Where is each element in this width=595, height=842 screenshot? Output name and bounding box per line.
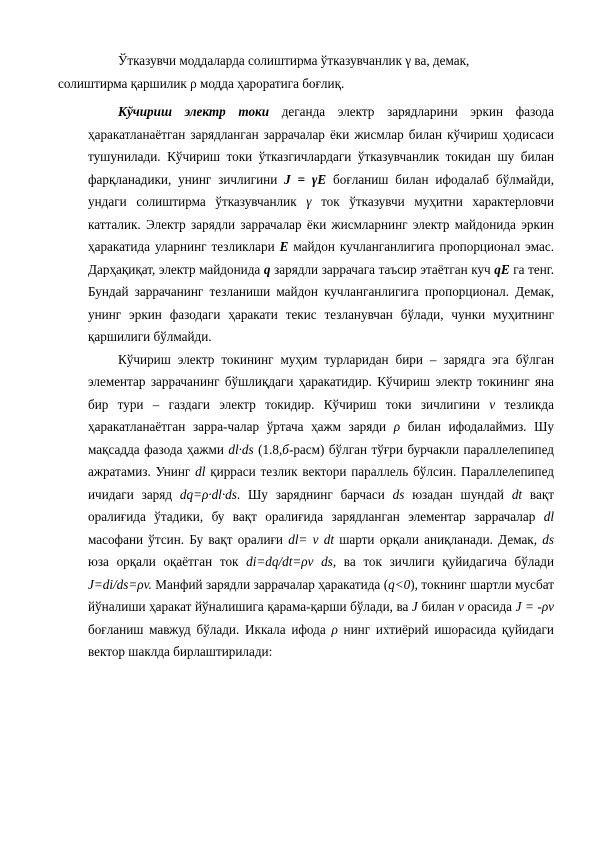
symbol-dt: dt xyxy=(511,486,523,502)
symbol-ds: ds xyxy=(392,486,405,502)
p3-t12: юза орқали оқаётган ток xyxy=(88,554,247,569)
p3-t16: билан xyxy=(417,599,459,614)
p2-text-e: зарядли заррачага таъсир этаётган куч xyxy=(270,261,495,277)
paragraph-transfer-current xyxy=(88,101,554,349)
p3-t15: ), токнинг шартли мусбат йўналиши ҳаракат йўналишига қарама-қарши бўлади, ва xyxy=(88,576,554,614)
symbol-j: J xyxy=(411,599,418,614)
p2-text-f: га тенг. Бундай заррачанинг тезланиши майдон кучланганлигига пропорционал. Демак, унинг эркин фазодаги ҳаракати текис тезланувчан бўлади, чунки муҳитнинг қаршилиги бўлмайди. xyxy=(88,261,554,344)
symbol-rho: ρ xyxy=(393,419,401,434)
p3-t5: -расм) бўлган тўғри бурчакли параллелепипед ажратамиз. Унинг xyxy=(88,441,554,479)
p2-text-a: деганда электр зарядларини эркин фазода ҳаракатланаётган зарядланган заррачалар ёки жисмлар билан кўчириш ҳодисаси тушунилади. Кўчириш токи ўтказгичлардаги ўтказувчанлик токидан шу билан фарқланадики, унинг зичлигини xyxy=(88,104,554,187)
p3-t13: ва ток зичлиги қуйидагича бўлади xyxy=(336,554,555,569)
symbol-dl: dl xyxy=(195,464,206,479)
p3-t2: тезликда ҳаракатланаётган зарра-чалар ўртача ҳажм заряди xyxy=(88,396,554,434)
formula-dl-ds: dl·ds xyxy=(228,441,254,457)
symbol-v-2: v xyxy=(458,599,464,614)
symbol-q: q xyxy=(263,261,271,277)
p3-t8: юзадан шундай xyxy=(404,486,512,502)
p3-t14: Манфий зарядли заррачалар ҳаракатида ( xyxy=(151,576,389,592)
p3-t3: билан ифодалаймиз. Шу мақсадда фазода ҳажми xyxy=(88,419,554,457)
p3-t1: Кўчириш электр токининг муҳим турларидан бири – зарядга эга бўлган элементар заррачанинг бўшлиқдаги ҳаракатидир. Кўчириш электр токининг яна бир тури – газдаги электр токидир. Кўчириш токи зичлигини xyxy=(88,351,554,412)
formula-dq: dq=ρ·dl·ds xyxy=(179,486,237,502)
p3-t11: шарти орқали аниқланади. Демак, xyxy=(333,531,543,547)
p2-text-b: боғланиш билан ифодалаб бўлмайди, ундаги солиштирма ўтказувчанлик xyxy=(88,171,554,209)
document-page xyxy=(58,50,555,664)
paragraph-1-line-2: солиштирма қаршилик ρ модда ҳароратига боғлиқ. xyxy=(58,75,345,91)
p3-t6: қирраси тезлик вектори параллель бўлсин. Параллелепипед ичидаги заряд xyxy=(88,464,555,502)
formula-j-gamma-e: J = γE xyxy=(284,171,327,187)
symbol-gamma: γ xyxy=(306,194,312,209)
p2-text-c: ток ўтказувчи муҳитни характерловчи катталик. Электр зарядли заррачалар ёки жисмларнинг электр майдонида эркин ҳаракатида уларнинг тезликлари xyxy=(88,194,554,254)
p3-t10: масофани ўтсин. Бу вақт оралиғи xyxy=(88,531,289,547)
formula-dl-vdt: dl= v dt xyxy=(288,531,334,547)
paragraph-conductivity xyxy=(58,50,554,95)
p2-text-d: майдон кучланганлигига пропорционал эмас. Дарҳақиқат, электр майдонида xyxy=(88,239,554,277)
p3-t9: вақт оралиғида ўтадики, бу вақт оралиғида зарядланган элементар заррачалар xyxy=(88,486,554,524)
figure-ref-b: б xyxy=(282,441,289,457)
formula-j-density: J=di/ds=ρv. xyxy=(88,576,152,592)
paragraph-current-density xyxy=(88,349,554,664)
formula-q-negative: q<0 xyxy=(388,576,411,592)
formula-j-negative: J = -ρv xyxy=(515,599,555,614)
term-transfer-current: Кўчириш электр токи xyxy=(118,104,270,119)
p3-t7: . Шу заряднинг барчаси xyxy=(236,486,393,502)
symbol-e: E xyxy=(279,239,289,254)
symbol-dl-2: dl xyxy=(543,509,554,524)
formula-di: di=dq/dt=ρv ds, xyxy=(246,554,337,569)
p3-t18: боғланиш мавжуд бўлади. Иккала ифода xyxy=(88,621,332,637)
symbol-qe: qE xyxy=(494,261,510,277)
p3-t17: орасида xyxy=(463,599,516,614)
symbol-rho-2: ρ xyxy=(331,621,338,637)
p3-t19: нинг ихтиёрий ишорасида қуйидаги вектор шаклда бирлаштирилади: xyxy=(88,621,554,659)
p3-t4: (1.8, xyxy=(253,441,283,457)
symbol-v: v xyxy=(489,396,496,412)
symbol-ds-2: ds xyxy=(542,531,554,547)
paragraph-1-line-1: Ўтказувчи моддаларда солиштирма ўтказувчанлик γ ва, демак, xyxy=(118,53,470,68)
